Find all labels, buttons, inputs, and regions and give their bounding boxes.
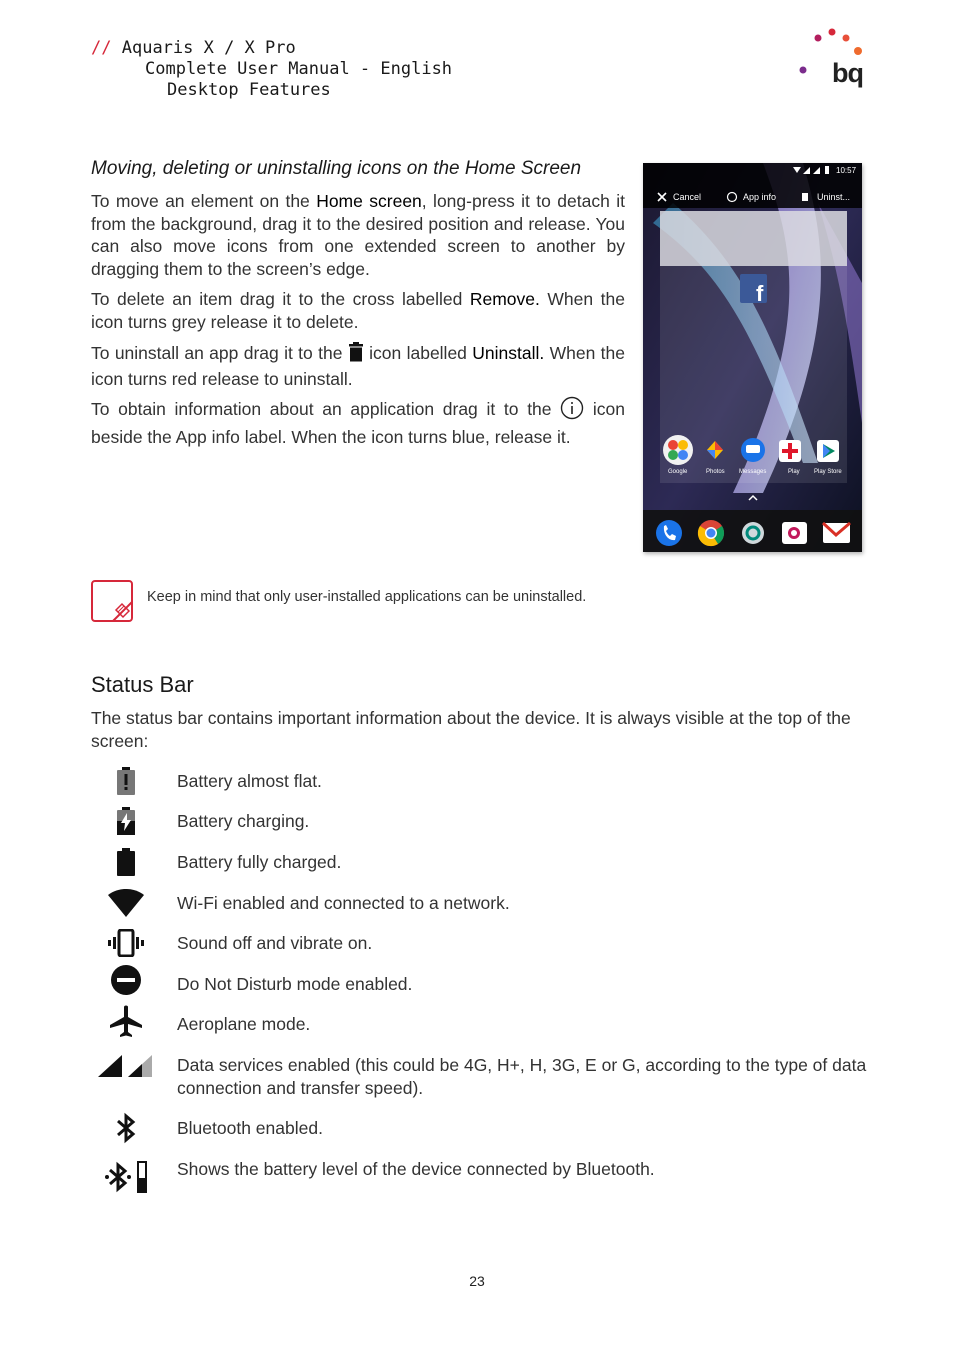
phone-dock-label: Google bbox=[668, 469, 688, 475]
phone-screenshot bbox=[643, 163, 862, 552]
status-item-text: Wi-Fi enabled and connected to a network. bbox=[177, 893, 510, 913]
section-title: Desktop Features bbox=[167, 80, 331, 100]
status-item-text: Battery charging. bbox=[177, 811, 310, 831]
paragraph-move: To move an element on the Home screen, long-press it to detach it from the background, drag it to the desired position and release. You can also move icons from one extended screen to another by dragging them to the screen’s edge. bbox=[91, 191, 625, 279]
battery-full-icon bbox=[98, 845, 154, 879]
svg-text:f: f bbox=[756, 281, 764, 306]
vibrate-icon bbox=[98, 926, 154, 960]
phone-dock-label: Play bbox=[788, 469, 800, 475]
battery-charging-icon bbox=[98, 804, 154, 838]
status-item-text: Aeroplane mode. bbox=[177, 1014, 311, 1034]
status-bar-heading: Status Bar bbox=[91, 672, 194, 697]
paragraph-app-info: To obtain information about an application drag it to the icon beside the App info label. When the icon turns blue, release it. bbox=[91, 396, 625, 448]
subheading: Moving, deleting or uninstalling icons on the Home Screen bbox=[91, 158, 582, 179]
phone-time: 10:57 bbox=[836, 166, 857, 175]
phone-app-info-button[interactable]: App info bbox=[743, 192, 777, 202]
trash-icon bbox=[348, 342, 364, 368]
status-item-text: Shows the battery level of the device connected by Bluetooth. bbox=[177, 1159, 655, 1179]
bq-logo bbox=[796, 28, 866, 94]
status-item-text: Sound off and vibrate on. bbox=[177, 933, 373, 953]
paragraph-uninstall: To uninstall an app drag it to the icon labelled Uninstall. When the icon turns red release to uninstall. bbox=[91, 343, 625, 389]
header-line-1 bbox=[91, 38, 296, 59]
status-item-text: Do Not Disturb mode enabled. bbox=[177, 974, 413, 994]
phone-dock-label: Messages bbox=[739, 469, 767, 475]
manual-title: Complete User Manual - English bbox=[145, 59, 453, 79]
do-not-disturb-icon bbox=[98, 963, 154, 997]
note-icon bbox=[91, 580, 133, 622]
phone-dock-label: Photos bbox=[706, 469, 725, 475]
page-number: 23 bbox=[469, 1273, 485, 1289]
battery-almost-flat-icon bbox=[98, 764, 154, 798]
header-slashes: // bbox=[91, 38, 112, 58]
status-item-text: Battery almost flat. bbox=[177, 771, 322, 791]
bluetooth-battery-icon bbox=[98, 1160, 154, 1194]
phone-cancel-button[interactable]: Cancel bbox=[673, 192, 702, 202]
signal-icon bbox=[98, 1047, 154, 1081]
note-text: Keep in mind that only user-installed applications can be uninstalled. bbox=[147, 589, 587, 605]
status-item-text: Battery fully charged. bbox=[177, 852, 342, 872]
logo-text: bq bbox=[832, 58, 863, 88]
status-bar-intro: The status bar contains important information about the device. It is always visible at the top of the screen: bbox=[91, 708, 851, 751]
info-icon bbox=[560, 396, 584, 426]
status-item-text: Data services enabled (this could be 4G, H+, H, 3G, E or G, according to the type of data connection and transfer speed). bbox=[177, 1055, 867, 1098]
manual-model: Aquaris X / X Pro bbox=[121, 38, 296, 58]
phone-dock-label: Play Store bbox=[814, 469, 842, 475]
status-item-text: Bluetooth enabled. bbox=[177, 1118, 323, 1138]
home-screen-term: Home screen bbox=[316, 191, 422, 211]
uninstall-term: Uninstall. bbox=[472, 343, 545, 363]
remove-term: Remove. bbox=[469, 289, 540, 309]
bluetooth-icon bbox=[98, 1111, 154, 1145]
airplane-icon bbox=[98, 1005, 154, 1039]
wifi-icon bbox=[98, 886, 154, 920]
paragraph-delete: To delete an item drag it to the cross labelled Remove. When the icon turns grey release it to delete. bbox=[91, 289, 625, 332]
phone-uninstall-button[interactable]: Uninst... bbox=[817, 192, 851, 202]
